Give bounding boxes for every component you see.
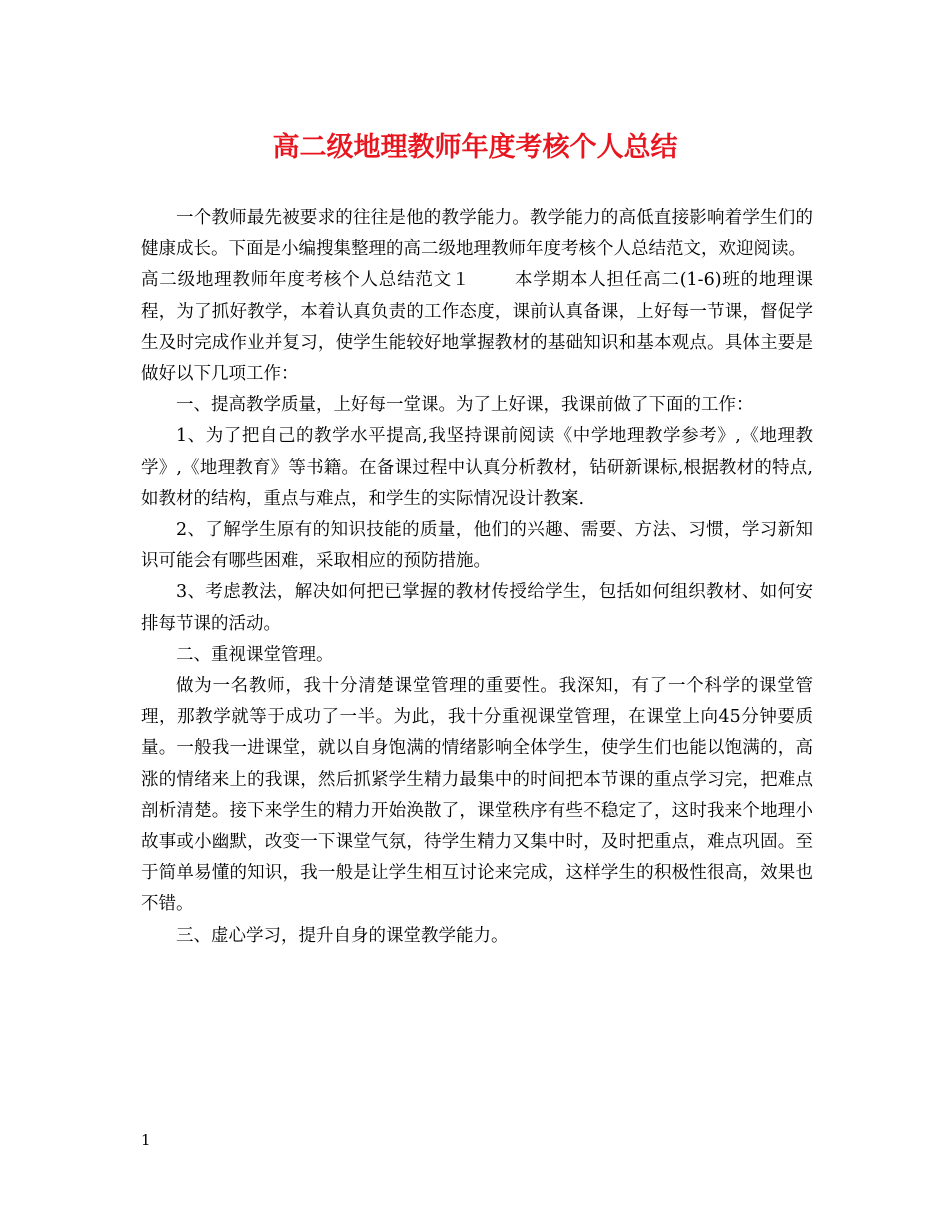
sample-heading: 高二级地理教师年度考核个人总结范文１ xyxy=(141,270,471,291)
section-heading-3: 三、虚心学习，提升自身的课堂教学能力。 xyxy=(176,925,509,946)
list-item-2: 2、了解学生原有的知识技能的质量，他们的兴趣、需要、方法、习惯，学习新知识可能会有哪些困难，采取相应的预防措施。 xyxy=(141,520,813,572)
sample-opening: 本学期本人担任高二(1-6)班的地理课程，为了抓好教学，本着认真负责的工作态度，课前认真备课，上好每一节课，督促学生及时完成作业并复习，使学生能较好地掌握教材的基础知识和基本观点。具体主要是做好以下几项工作： xyxy=(141,270,813,385)
sample-paragraph xyxy=(141,265,813,390)
document-body xyxy=(141,203,813,952)
intro-paragraph: 一个教师最先被要求的往往是他的教学能力。教学能力的高低直接影响着学生们的健康成长。下面是小编搜集整理的高二级地理教师年度考核个人总结范文，欢迎阅读。 xyxy=(141,208,813,260)
section-2-body: 做为一名教师，我十分清楚课堂管理的重要性。我深知，有了一个科学的课堂管理，那教学就等于成功了一半。为此，我十分重视课堂管理，在课堂上向45分钟要质量。一般我一进课堂，就以自身饱满的情绪影响全体学生，使学生们也能以饱满的，高涨的情绪来上的我课，然后抓紧学生精力最集中的时间把本节课的重点学习完，把难点剖析清楚。接下来学生的精力开始涣散了，课堂秩序有些不稳定了，这时我来个地理小故事或小幽默，改变一下课堂气氛，待学生精力又集中时，及时把重点，难点巩固。至于简单易懂的知识，我一般是让学生相互讨论来完成，这样学生的积极性很高，效果也不错。 xyxy=(141,676,813,915)
list-item-3: 3、考虑教法，解决如何把已掌握的教材传授给学生，包括如何组织教材、如何安排每节课的活动。 xyxy=(141,582,813,634)
section-heading-1: 一、提高教学质量，上好每一堂课。为了上好课，我课前做了下面的工作： xyxy=(176,395,754,416)
list-item-1: 1、为了把自己的教学水平提高,我坚持课前阅读《中学地理教学参考》,《地理教学》,《地理教育》等书籍。在备课过程中认真分析教材，钻研新课标,根据教材的特点,如教材的结构，重点与难点，和学生的实际情况设计教案. xyxy=(141,426,813,509)
document-title: 高二级地理教师年度考核个人总结 xyxy=(272,132,678,163)
page-number: 1 xyxy=(141,1131,151,1149)
section-heading-2: 二、重视课堂管理。 xyxy=(176,644,334,665)
